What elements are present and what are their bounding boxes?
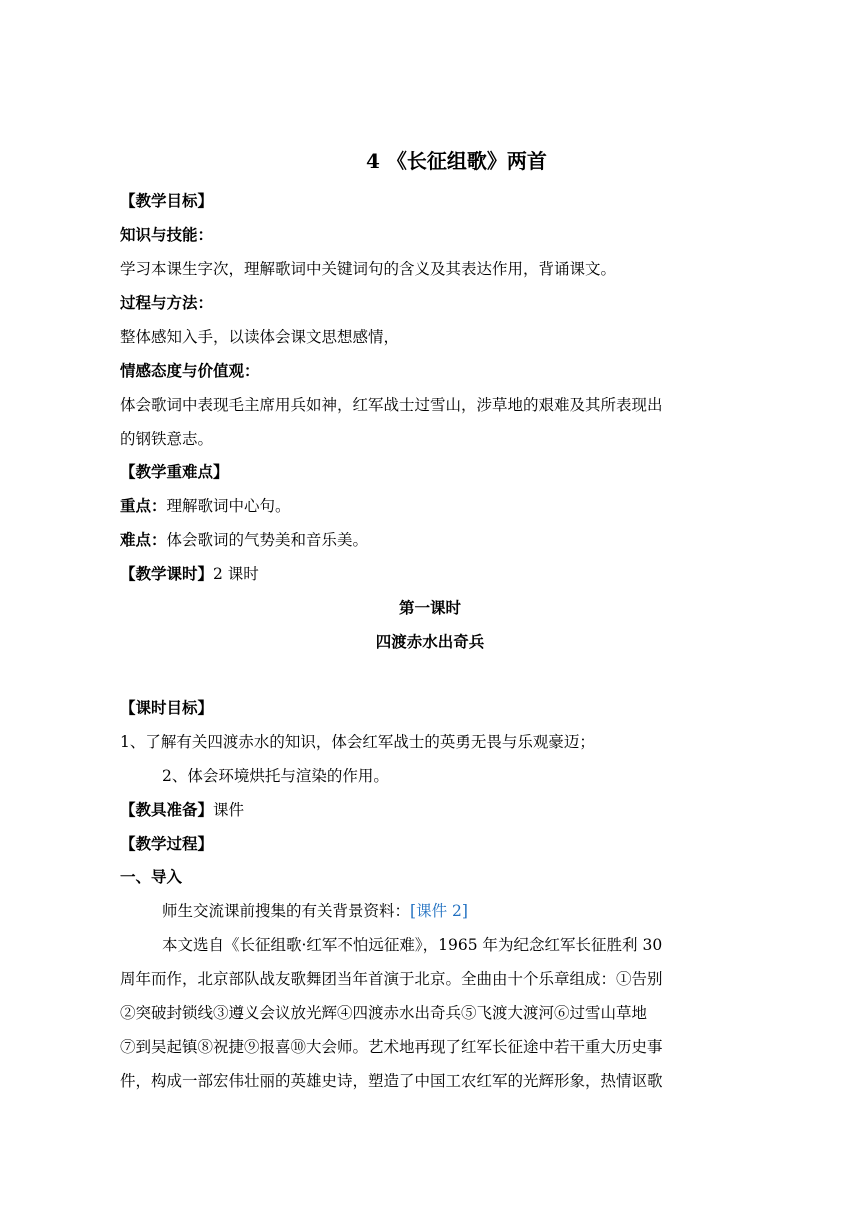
page-title: 4 《长征组歌》两首 xyxy=(366,149,547,173)
knowledge-skills-label: 知识与技能： xyxy=(120,225,214,244)
teaching-aids-value: 课件 xyxy=(213,801,245,819)
difficult-point-label: 难点： xyxy=(120,530,167,549)
intro-paragraph-line2: 周年而作，北京部队战友歌舞团当年首演于北京。全曲由十个乐章组成：①告别 xyxy=(120,970,663,988)
teaching-process-heading: 【教学过程】 xyxy=(120,834,214,853)
intro-paragraph-line1: 本文选自《长征组歌·红军不怕远征难》，1965 年为纪念红军长征胜利 30 xyxy=(162,936,663,954)
intro-paragraph-line5: 件，构成一部宏伟壮丽的英雄史诗，塑造了中国工农红军的光辉形象，热情讴歌 xyxy=(120,1072,663,1090)
difficult-point-line xyxy=(120,529,368,551)
key-difficulty-heading: 【教学重难点】 xyxy=(120,462,229,481)
intro-paragraph-line3: ②突破封锁线③遵义会议放光辉④四渡赤水出奇兵⑤飞渡大渡河⑥过雪山草地 xyxy=(120,1004,648,1022)
teaching-aids-label: 【教具准备】 xyxy=(120,800,214,819)
courseware-link[interactable]: [课件 2] xyxy=(410,902,468,920)
process-method-label: 过程与方法： xyxy=(120,293,214,312)
teaching-hours-line xyxy=(120,563,259,585)
emotion-values-text-line1: 体会歌词中表现毛主席用兵如神，红军战士过雪山，涉草地的艰难及其所表现出 xyxy=(120,396,663,414)
intro-paragraph-line4: ⑦到吴起镇⑧祝捷⑨报喜⑩大会师。艺术地再现了红军长征途中若干重大历史事 xyxy=(120,1038,663,1056)
lesson-one-subtitle: 四渡赤水出奇兵 xyxy=(375,632,485,651)
teaching-aids-line xyxy=(120,799,244,821)
emotion-values-label: 情感态度与价值观： xyxy=(120,361,260,380)
teaching-hours-label: 【教学课时】 xyxy=(120,564,214,583)
key-point-line xyxy=(120,495,291,517)
process-method-text: 整体感知入手，以读体会课文思想感情， xyxy=(120,328,400,346)
background-exchange-text: 师生交流课前搜集的有关背景资料： xyxy=(162,902,411,920)
teaching-hours-value: 2 课时 xyxy=(213,565,259,583)
knowledge-skills-text: 学习本课生字次，理解歌词中关键词句的含义及其表达作用，背诵课文。 xyxy=(120,260,617,278)
key-point-text: 理解歌词中心句。 xyxy=(166,497,291,515)
key-point-label: 重点： xyxy=(120,496,167,515)
background-exchange-line xyxy=(162,900,468,922)
lesson-one-heading: 第一课时 xyxy=(398,598,461,617)
intro-step-heading: 一、导入 xyxy=(120,867,183,886)
lesson-goal-item-1: 1、了解有关四渡赤水的知识，体会红军战士的英勇无畏与乐观豪迈； xyxy=(120,733,595,751)
teaching-goals-heading: 【教学目标】 xyxy=(120,191,214,210)
lesson-goals-heading: 【课时目标】 xyxy=(120,698,214,717)
lesson-goal-item-2: 2、体会环境烘托与渲染的作用。 xyxy=(162,767,389,785)
emotion-values-text-line2: 的钢铁意志。 xyxy=(120,430,214,448)
difficult-point-text: 体会歌词的气势美和音乐美。 xyxy=(166,531,369,549)
